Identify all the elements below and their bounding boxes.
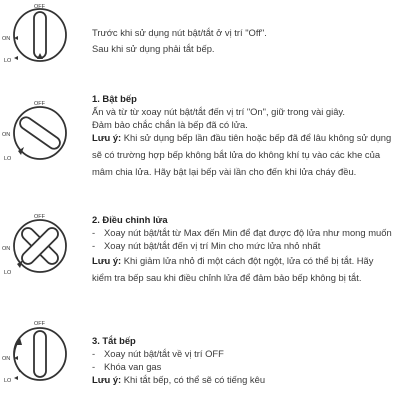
note-label: Lưu ý:: [92, 255, 122, 266]
svg-text:LO: LO: [4, 156, 12, 162]
knob-adjust-diagram: [0, 212, 80, 292]
step-3-item-2: - Khóa van gas: [92, 361, 162, 372]
step-adjust-flame: [92, 213, 400, 284]
svg-text:ON: ON: [2, 36, 11, 42]
intro-line-2: Sau khi sử dụng phải tắt bếp.: [92, 43, 215, 54]
step-1-note-line-1: Lưu ý: Khi sử dụng bếp lần đầu tiên hoặc bếp đã để lâu không sử dụng: [92, 132, 392, 143]
step-2-note-line-2: kiểm tra bếp sau khi điều chỉnh lửa để đảm bảo bếp không bị tắt.: [92, 272, 362, 283]
svg-text:OFF: OFF: [34, 101, 45, 107]
svg-text:OFF: OFF: [34, 4, 45, 10]
knob-off-diagram: [0, 2, 80, 82]
svg-text:OFF: OFF: [34, 214, 45, 220]
step-3-title: 3. Tắt bếp: [92, 335, 136, 346]
svg-text:LO: LO: [4, 58, 12, 64]
step-turn-off: [92, 334, 400, 386]
step-3-item-1: - Xoay nút bật/tắt về vị trí OFF: [92, 348, 224, 359]
intro-line-1: Trước khi sử dụng nút bật/tắt ở vị trí "Off".: [92, 27, 267, 38]
step-2-note-line-1: Lưu ý: Khi giảm lửa nhỏ đi một cách đột ngột, lửa có thể bị tắt. Hãy: [92, 255, 374, 266]
step-2-item-1: - Xoay nút bật/tắt từ Max đến Min để đạt được độ lửa như mong muốn: [92, 227, 392, 238]
note-label: Lưu ý:: [92, 132, 122, 143]
step-turn-on: [92, 92, 400, 178]
svg-text:OFF: OFF: [34, 321, 45, 327]
knob-on-diagram: [0, 98, 80, 178]
step-2-item-2: - Xoay nút bật/tắt đến vị trí Min cho mức lửa nhỏ nhất: [92, 240, 321, 251]
step-1-note-line-2: sẽ có trường hợp bếp không bắt lửa do không khí tụ vào các khe của: [92, 149, 381, 160]
step-1-title: 1. Bật bếp: [92, 93, 137, 104]
svg-text:ON: ON: [2, 246, 11, 252]
intro-text: [92, 25, 400, 57]
step-1-line-1: Ấn và từ từ xoay nút bật/tắt đến vị trí "On", giữ trong vài giây.: [92, 106, 346, 117]
step-1-note-line-3: mâm chia lửa. Hãy bật lại bếp vài lần cho đến khi lửa cháy đều.: [92, 166, 357, 177]
step-3-note: Lưu ý: Khi tắt bếp, có thể sẽ có tiếng kêu: [92, 374, 266, 385]
step-1-line-2: Đảm bảo chắc chắn là bếp đã có lửa.: [92, 119, 248, 130]
svg-text:LO: LO: [4, 378, 12, 384]
svg-text:ON: ON: [2, 132, 11, 138]
step-2-title: 2. Điều chỉnh lửa: [92, 214, 168, 225]
svg-text:LO: LO: [4, 270, 12, 276]
note-label: Lưu ý:: [92, 374, 122, 385]
knob-turn-off-diagram: [0, 318, 80, 398]
svg-text:ON: ON: [2, 356, 11, 362]
